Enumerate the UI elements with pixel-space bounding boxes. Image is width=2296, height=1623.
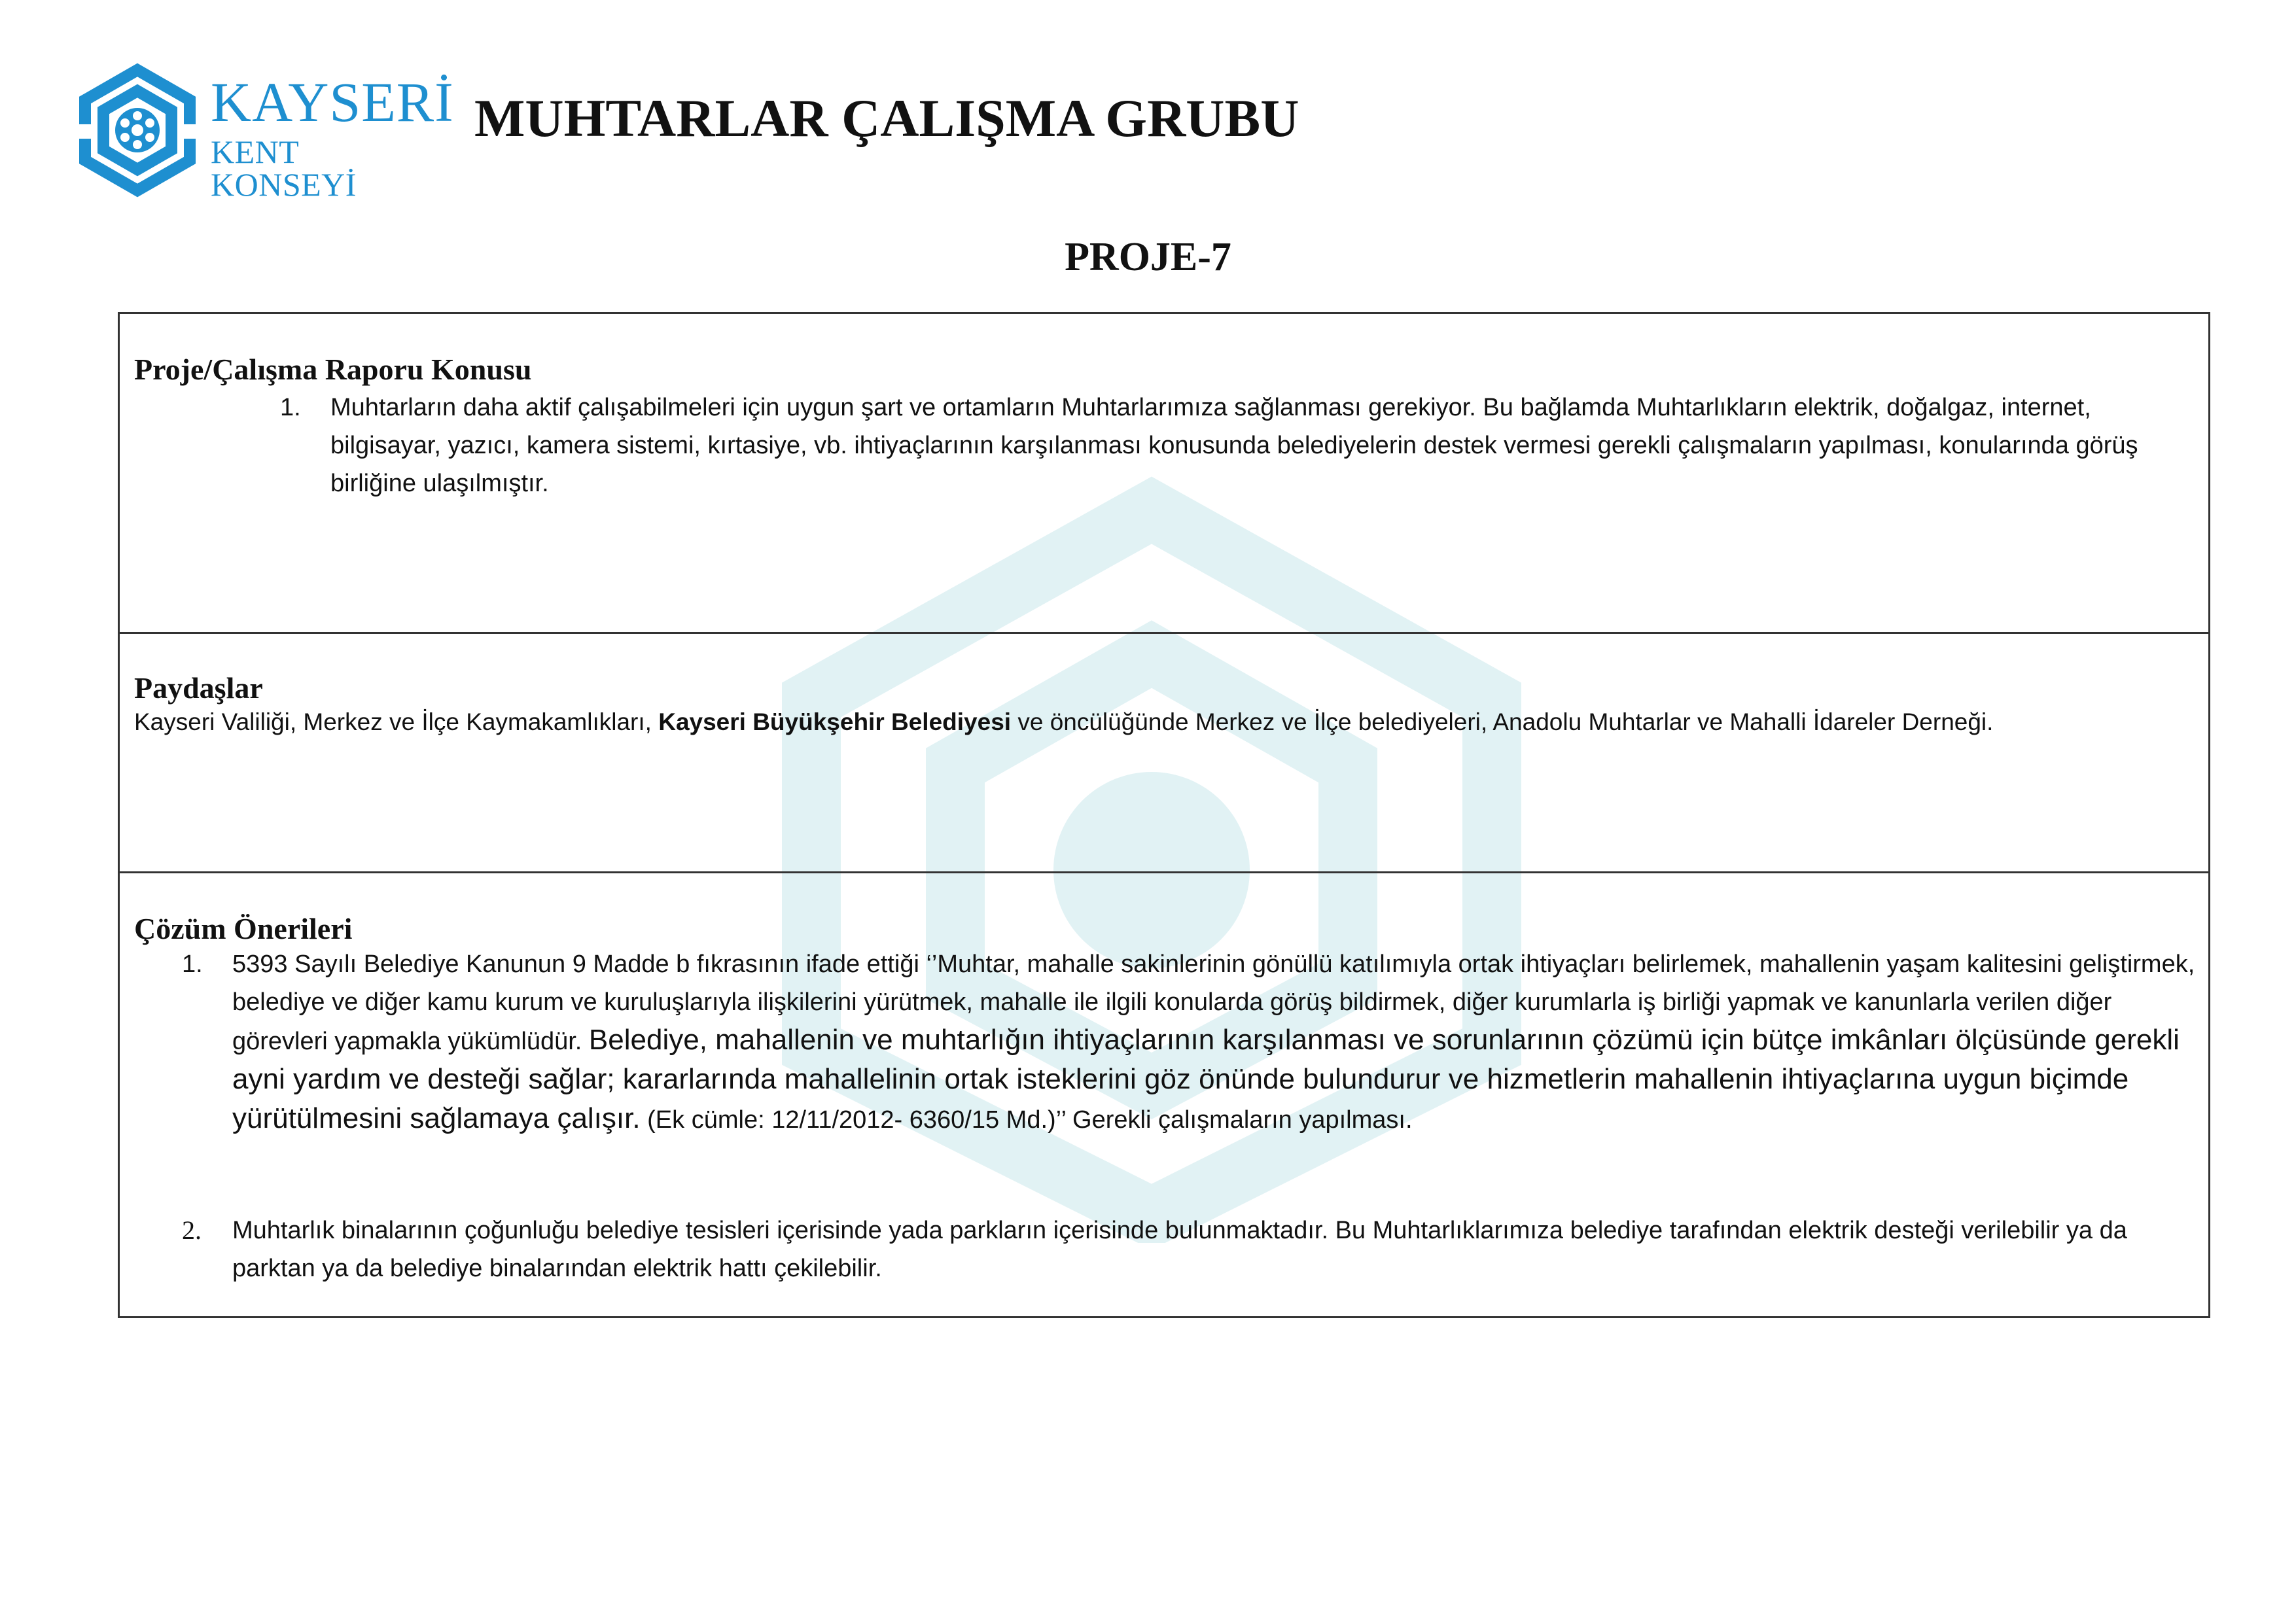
section-heading-paydaslar: Paydaşlar (134, 671, 263, 705)
paydaslar-text-part1: Kayseri Valiliği, Merkez ve İlçe Kaymakamlıkları, (134, 708, 659, 735)
paydaslar-text-bold: Kayseri Büyükşehir Belediyesi (658, 708, 1012, 735)
cozum-item-text: Muhtarlık binalarının çoğunluğu belediye tesisleri içerisinde yada parkların içerisinde bulunmaktadır. Bu Muhtarlıklarımıza belediye tarafından elektrik desteği verilebilir ya da parktan ya da belediye binalarından elektrik hattı çekilebilir. (232, 1217, 2127, 1282)
logo-text-kayseri: KAYSERİ (211, 71, 454, 133)
paydaslar-text (134, 703, 2195, 741)
kent-konseyi-logo (72, 62, 454, 206)
logo-text-kent-konseyi: KENT KONSEYİ (211, 133, 357, 203)
section-cozum (120, 871, 2208, 1318)
konu-item-text: Muhtarların daha aktif çalışabilmeleri için uygun şart ve ortamların Muhtarlarımıza sağlanması gerekiyor. Bu bağlamda Muhtarlıkların elektrik, doğalgaz, internet, bilgisayar, yazıcı, kamera sistemi, kırtasiye, vb. ihtiyaçlarının karşılanması konusunda belediyelerin destek vermesi gerekli çalışmaların yapılması, konularında görüş birliğine ulaşılmıştır. (330, 394, 2138, 497)
project-title: PROJE-7 (1065, 235, 1231, 279)
section-heading-konu: Proje/Çalışma Raporu Konusu (134, 353, 532, 386)
paydaslar-text-part2: ve öncülüğünde Merkez ve İlçe belediyeleri, Anadolu Muhtarlar ve Mahalli İdareler Derneği. (1011, 708, 1994, 735)
list-number: 2. (182, 1215, 202, 1245)
list-number: 1. (182, 951, 203, 978)
cozum-item-text-part1: 5393 Sayılı Belediye Kanunun 9 Madde b fıkrasının ifade ettiği ‘’Muhtar, mahalle sakinlerinin gönüllü katılımıyla ortak ihtiyaçları belirlemek, mahallenin yaşam kalitesini geliştirmek, belediye ve diğer kamu kurum ve kuruluşlarıyla ilişkilerini yürütmek, mahalle ile ilgili konularda görüş bildirmek, diğer kurumlarla iş birliği yapmak ve kanunlarla verilen diğer görevleri yapmakla yükümlüdür. (232, 951, 2195, 1055)
section-heading-cozum: Çözüm Önerileri (134, 912, 353, 945)
cozum-item-text-part2: Belediye, mahallenin ve muhtarlığın ihtiyaçlarının karşılanması ve sorunlarının çözümü için bütçe imkânları ölçüsünde gerekli ayni yardım ve desteği sağlar; kararlarında mahallelinin ortak isteklerini göz önünde bulundurur ve hizmetlerin mahallenin ihtiyaçlarına uygun biçimde yürütülmesini sağlamaya çalışır. (232, 1024, 2180, 1134)
cozum-item-text (232, 945, 2195, 1139)
list-number: 1. (280, 394, 301, 421)
report-table (118, 312, 2210, 1318)
section-konu (120, 314, 2208, 632)
cozum-item-text-part3: (Ek cümle: 12/11/2012- 6360/15 Md.)’’ Gerekli çalışmaların yapılması. (640, 1106, 1413, 1134)
section-paydaslar (120, 632, 2208, 871)
page-title: MUHTARLAR ÇALIŞMA GRUBU (474, 88, 1299, 148)
hexagon-logo-icon (72, 62, 203, 200)
